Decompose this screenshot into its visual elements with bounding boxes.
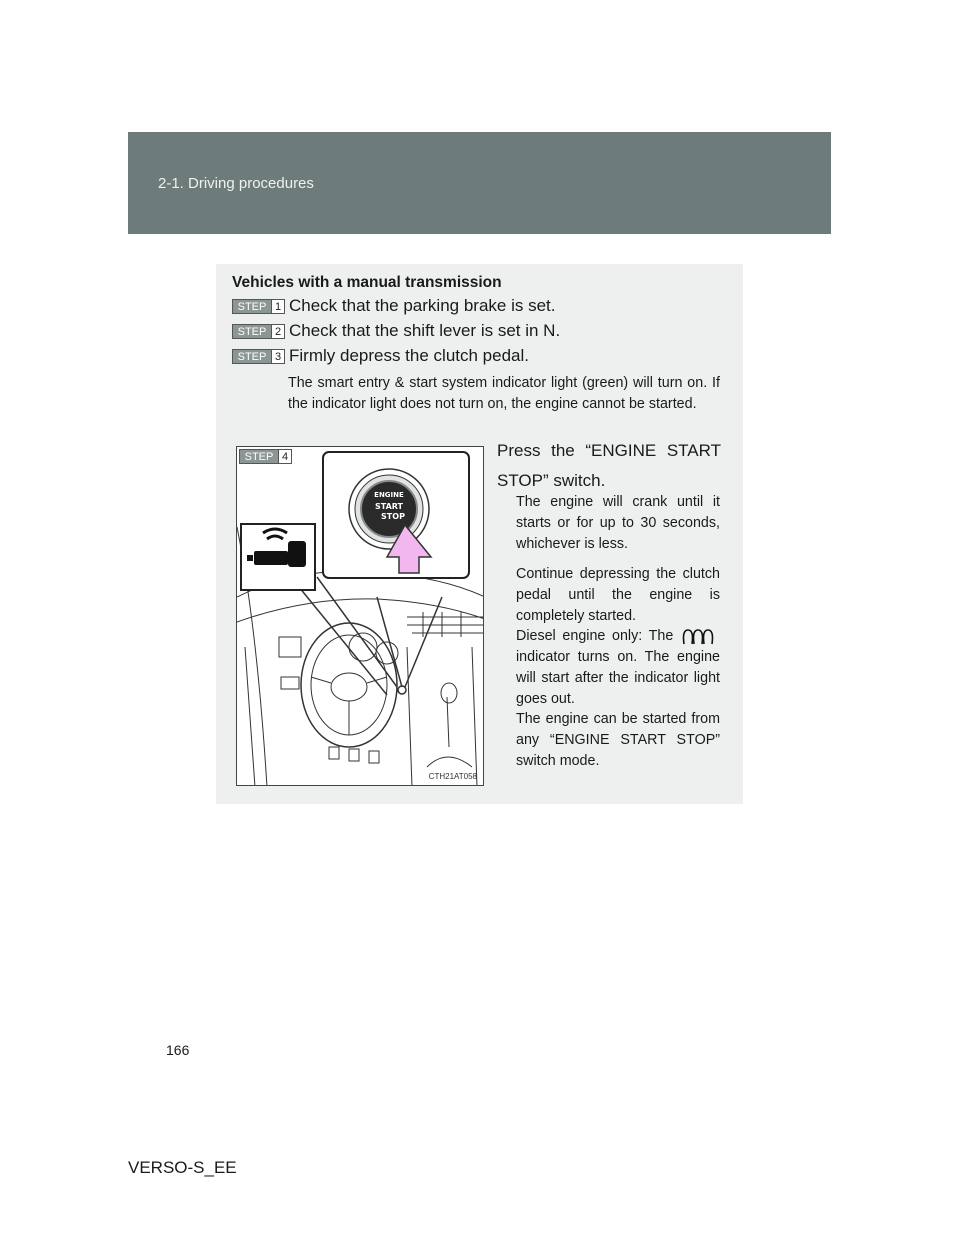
button-label-engine: ENGINE — [374, 491, 404, 499]
step-4-instruction — [497, 436, 721, 496]
page-header — [128, 132, 831, 234]
step-text: Check that the parking brake is set. — [289, 296, 556, 315]
diesel-paragraph: Diesel engine only: The indicator turns on. The engine will start after the indicator light goes out. — [516, 628, 720, 707]
indicator-note: The smart entry & start system indicator light (green) will turn on. If the indicator light does not turn on, the engine cannot be started. — [288, 375, 720, 412]
step-badge: STEP 1 — [232, 299, 285, 314]
figure-code: CTH21AT058 — [428, 772, 477, 781]
switch-mode-paragraph: The engine can be started from any “ENGINE START STOP” switch mode. — [516, 711, 720, 769]
subsection-title: Vehicles with a manual transmission — [232, 274, 502, 291]
button-label-start: START — [374, 502, 404, 511]
dashboard-drawing — [237, 447, 484, 786]
page-number: 166 — [166, 1042, 190, 1058]
step-text: Check that the shift lever is set in N. — [289, 321, 561, 340]
step-badge: STEP 3 — [232, 349, 285, 364]
crank-paragraph: The engine will crank until it starts or for up to 30 seconds, whichever is less. — [516, 494, 720, 552]
dashboard-illustration: STEP 4 ENGINE START STOP CTH21AT058 — [236, 446, 484, 786]
engine-start-button-drawing — [349, 469, 429, 549]
clutch-paragraph: Continue depressing the clutch pedal until the engine is completely started. — [516, 566, 720, 624]
button-label-stop: STOP — [381, 512, 405, 521]
glow-plug-indicator-icon — [680, 626, 720, 646]
step-text: Firmly depress the clutch pedal. — [289, 346, 529, 365]
section-title: 2-1. Driving procedures — [158, 175, 314, 192]
step-badge: STEP 2 — [232, 324, 285, 339]
model-code: VERSO-S_EE — [128, 1158, 237, 1177]
step-4-text: Press the “ENGINE START STOP” switch. — [497, 441, 721, 490]
